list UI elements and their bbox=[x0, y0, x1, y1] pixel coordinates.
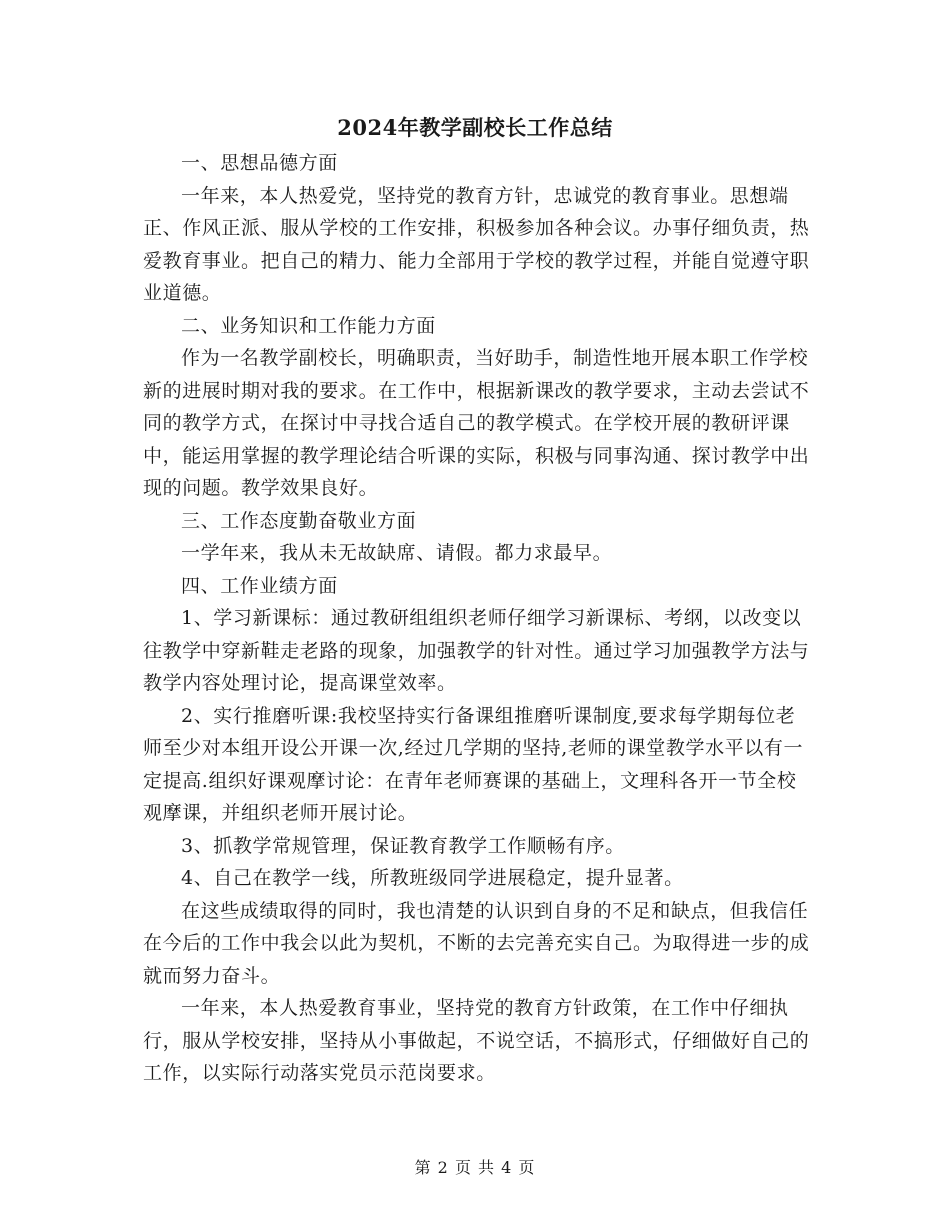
paragraph-ideology: 一年来，本人热爱党，坚持党的教育方针，忠诚党的教育事业。思想端正、作风正派、服从学校的工作安排，积极参加各种会议。办事仔细负责，热爱教育事业。把自己的精力、能力全部用于学校的教学过程，并能自觉遵守职业道德。 bbox=[143, 184, 810, 304]
paragraph-ability: 作为一名教学副校长，明确职责，当好助手，制造性地开展本职工作学校新的进展时期对我的要求。在工作中，根据新课改的教学要求，主动去尝试不同的教学方式，在探讨中寻找合适自己的教学模式。在学校开展的教研评课中，能运用掌握的教学理论结合听课的实际，积极与同事沟通、探讨教学中出现的问题。教学效果良好。 bbox=[143, 347, 810, 499]
paragraph-attitude: 一学年来，我从未无故缺席、请假。都力求最早。 bbox=[181, 542, 613, 564]
section-heading-attitude: 三、工作态度勤奋敬业方面 bbox=[181, 509, 417, 532]
section-heading-ability: 二、业务知识和工作能力方面 bbox=[181, 314, 436, 337]
section-heading-ideology: 一、思想品德方面 bbox=[181, 152, 338, 174]
list-item-frontline-teaching: 4、自己在教学一线，所教班级同学进展稳定，提升显著。 bbox=[181, 867, 684, 889]
list-item-routine-management: 3、抓教学常规管理，保证教育教学工作顺畅有序。 bbox=[181, 834, 625, 857]
list-item-lesson-observation: 2、实行推磨听课:我校坚持实行备课组推磨听课制度,要求每学期每位老师至少对本组开设公开课一次,经过几学期的坚持,老师的课堂教学水平以有一定提高.组织好课观摩讨论：在青年老师赛课的基础上，文理科各开一节全校观摩课，并组织老师开展讨论。 bbox=[143, 704, 804, 824]
document-title: 2024年教学副校长工作总结 bbox=[337, 115, 613, 140]
document-body bbox=[143, 147, 813, 1090]
paragraph-conclusion: 一年来，本人热爱教育事业，坚持党的教育方针政策，在工作中仔细执行，服从学校安排，坚持从小事做起，不说空话，不搞形式，仔细做好自己的工作，以实际行动落实党员示范岗要求。 bbox=[143, 997, 810, 1084]
section-heading-achievements: 四、工作业绩方面 bbox=[181, 574, 338, 597]
page-number: 第 2 页 共 4 页 bbox=[414, 1158, 536, 1177]
paragraph-reflection: 在这些成绩取得的同时，我也清楚的认识到自身的不足和缺点，但我信任在今后的工作中我会以此为契机，不断的去完善充实自己。为取得进一步的成就而努力奋斗。 bbox=[143, 899, 810, 987]
list-item-curriculum: 1、学习新课标：通过教研组组织老师仔细学习新课标、考纲，以改变以往教学中穿新鞋走老路的现象，加强教学的针对性。通过学习加强教学方法与教学内容处理讨论，提高课堂效率。 bbox=[143, 607, 810, 694]
